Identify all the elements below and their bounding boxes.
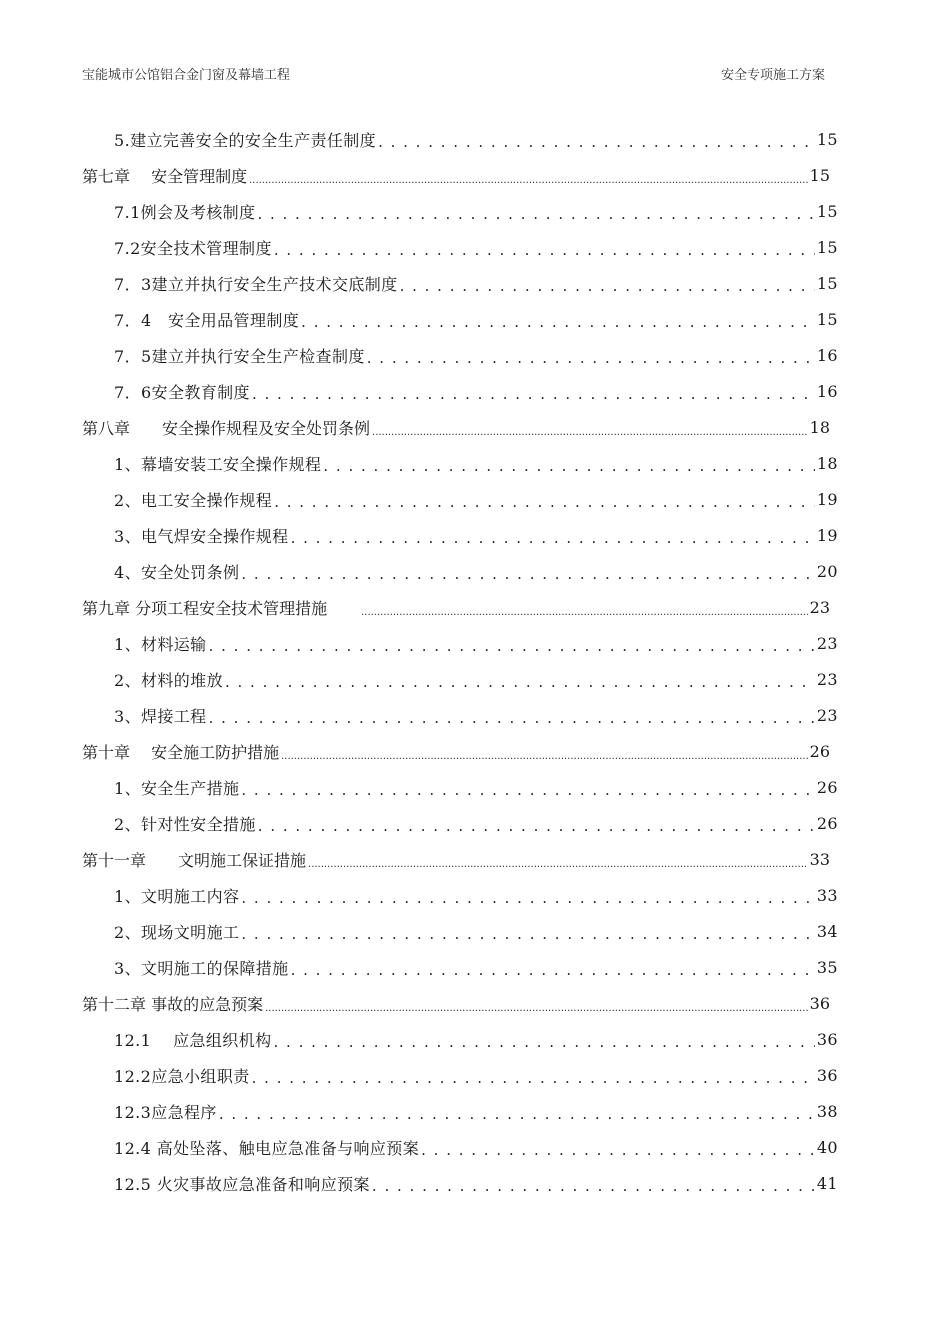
toc-section-entry[interactable] (0, 553, 950, 589)
toc-dot-leader (252, 384, 815, 403)
toc-entry-title: 7.1例会及考核制度 (114, 202, 256, 222)
toc-dot-leader (241, 924, 814, 943)
toc-page-number: 15 (816, 201, 838, 221)
toc-dot-leader (241, 780, 814, 799)
toc-page-number: 41 (816, 1173, 838, 1193)
toc-dot-leader (378, 132, 815, 151)
toc-chapter-entry[interactable] (0, 409, 950, 445)
toc-chapter-entry[interactable] (0, 157, 950, 193)
header-divider (82, 88, 825, 89)
toc-entry-title: 第十一章 文明施工保证措施 (82, 850, 307, 870)
toc-entry-title: 1、材料运输 (114, 634, 207, 654)
toc-page-number: 23 (816, 633, 838, 653)
toc-entry-title: 7．5建立并执行安全生产检查制度 (114, 346, 365, 366)
toc-entry-title: 第八章 安全操作规程及安全处罚条例 (82, 418, 371, 438)
toc-dot-leader (281, 744, 808, 763)
toc-dot-leader (241, 564, 814, 583)
toc-entry-title: 2、材料的堆放 (114, 670, 223, 690)
toc-entry-title: 1、安全生产措施 (114, 778, 240, 798)
toc-dot-leader (372, 1176, 815, 1195)
toc-entry-title: 12.3应急程序 (114, 1102, 217, 1122)
toc-page-number: 15 (816, 129, 838, 149)
toc-dot-leader (209, 636, 815, 655)
toc-section-entry[interactable] (0, 625, 950, 661)
toc-section-entry[interactable] (0, 769, 950, 805)
toc-entry-title: 3、焊接工程 (114, 706, 207, 726)
toc-page-number: 38 (816, 1101, 838, 1121)
toc-section-entry[interactable] (0, 1057, 950, 1093)
toc-dot-leader (274, 1032, 815, 1051)
toc-page-number: 16 (816, 345, 838, 365)
toc-entry-title: 1、文明施工内容 (114, 886, 240, 906)
toc-section-entry[interactable] (0, 805, 950, 841)
toc-entry-title: 3、文明施工的保障措施 (114, 958, 289, 978)
toc-page-number: 36 (816, 1065, 838, 1085)
toc-page-number: 16 (816, 381, 838, 401)
toc-dot-leader (258, 816, 815, 835)
toc-dot-leader (257, 204, 814, 223)
toc-entry-title: 第十二章 事故的应急预案 (82, 994, 264, 1014)
toc-dot-leader (274, 240, 815, 259)
toc-chapter-entry[interactable] (0, 985, 950, 1021)
toc-chapter-entry[interactable] (0, 733, 950, 769)
toc-page-number: 18 (816, 453, 838, 473)
toc-page-number: 26 (809, 741, 830, 761)
toc-page-number: 36 (809, 993, 830, 1013)
toc-section-entry[interactable] (0, 877, 950, 913)
toc-page-number: 34 (816, 921, 838, 941)
toc-dot-leader (274, 492, 815, 511)
toc-page-number: 40 (816, 1137, 838, 1157)
toc-page-number: 33 (809, 849, 830, 869)
toc-entry-title: 2、针对性安全措施 (114, 814, 256, 834)
toc-dot-leader (291, 528, 815, 547)
toc-page-number: 19 (816, 489, 838, 509)
toc-entry-title: 5.建立完善安全的安全生产责任制度 (114, 130, 377, 150)
toc-section-entry[interactable] (0, 661, 950, 697)
toc-section-entry[interactable] (0, 301, 950, 337)
toc-dot-leader (301, 312, 815, 331)
toc-dot-leader (225, 672, 815, 691)
toc-entry-title: 7．6安全教育制度 (114, 382, 250, 402)
toc-dot-leader (209, 708, 815, 727)
toc-dot-leader (308, 852, 808, 871)
toc-section-entry[interactable] (0, 913, 950, 949)
toc-page-number: 15 (816, 237, 838, 257)
toc-section-entry[interactable] (0, 229, 950, 265)
toc-page-number: 19 (816, 525, 838, 545)
toc-section-entry[interactable] (0, 481, 950, 517)
toc-entry-title: 12.4 高处坠落、触电应急准备与响应预案 (114, 1138, 420, 1158)
toc-dot-leader (265, 996, 808, 1015)
toc-section-entry[interactable] (0, 1093, 950, 1129)
toc-chapter-entry[interactable] (0, 589, 950, 625)
toc-section-entry[interactable] (0, 337, 950, 373)
toc-section-entry[interactable] (0, 949, 950, 985)
header-document-title: 安全专项施工方案 (720, 68, 825, 83)
toc-page-number: 23 (816, 705, 838, 725)
toc-entry-title: 2、现场文明施工 (114, 922, 240, 942)
toc-page-number: 33 (816, 885, 838, 905)
toc-entry-title: 第九章 分项工程安全技术管理措施 (82, 598, 360, 618)
toc-page-number: 26 (816, 777, 838, 797)
toc-entry-title: 4、安全处罚条例 (114, 562, 240, 582)
toc-entry-title: 12.2应急小组职责 (114, 1066, 250, 1086)
toc-entry-title: 第七章 安全管理制度 (82, 166, 248, 186)
toc-section-entry[interactable] (0, 1021, 950, 1057)
toc-entry-title: 2、电工安全操作规程 (114, 490, 273, 510)
toc-section-entry[interactable] (0, 1129, 950, 1165)
toc-entry-title: 第十章 安全施工防护措施 (82, 742, 280, 762)
toc-dot-leader (367, 348, 815, 367)
toc-entry-title: 7．4 安全用品管理制度 (114, 310, 300, 330)
toc-page-number: 26 (816, 813, 838, 833)
toc-page-number: 20 (816, 561, 838, 581)
toc-dot-leader (249, 168, 808, 187)
table-of-contents (0, 121, 950, 1201)
page-header (82, 64, 825, 83)
toc-dot-leader (421, 1140, 815, 1159)
toc-section-entry[interactable] (0, 121, 950, 157)
toc-page-number: 15 (809, 165, 830, 185)
toc-section-entry[interactable] (0, 373, 950, 409)
toc-entry-title: 1、幕墙安装工安全操作规程 (114, 454, 322, 474)
header-project-title: 宝能城市公馆铝合金门窗及幕墙工程 (82, 68, 291, 83)
toc-dot-leader (400, 276, 815, 295)
toc-dot-leader (323, 456, 814, 475)
toc-dot-leader (291, 960, 815, 979)
toc-section-entry[interactable] (0, 517, 950, 553)
toc-page-number: 36 (816, 1029, 838, 1049)
toc-entry-title: 12.1 应急组织机构 (114, 1030, 272, 1050)
toc-page-number: 15 (816, 309, 838, 329)
toc-entry-title: 3、电气焊安全操作规程 (114, 526, 289, 546)
toc-section-entry[interactable] (0, 445, 950, 481)
toc-chapter-entry[interactable] (0, 841, 950, 877)
toc-section-entry[interactable] (0, 193, 950, 229)
toc-entry-title: 7.2安全技术管理制度 (114, 238, 272, 258)
toc-dot-leader (241, 888, 814, 907)
toc-page-number: 18 (809, 417, 830, 437)
toc-dot-leader (361, 600, 808, 619)
toc-section-entry[interactable] (0, 265, 950, 301)
toc-dot-leader (372, 420, 808, 439)
toc-section-entry[interactable] (0, 697, 950, 733)
toc-entry-title: 7．3建立并执行安全生产技术交底制度 (114, 274, 398, 294)
toc-page-number: 35 (816, 957, 838, 977)
toc-page-number: 23 (816, 669, 838, 689)
toc-entry-title: 12.5 火灾事故应急准备和响应预案 (114, 1174, 370, 1194)
toc-page-number: 15 (816, 273, 838, 293)
toc-page-number: 23 (809, 597, 830, 617)
toc-section-entry[interactable] (0, 1165, 950, 1201)
toc-dot-leader (219, 1104, 815, 1123)
toc-dot-leader (252, 1068, 815, 1087)
